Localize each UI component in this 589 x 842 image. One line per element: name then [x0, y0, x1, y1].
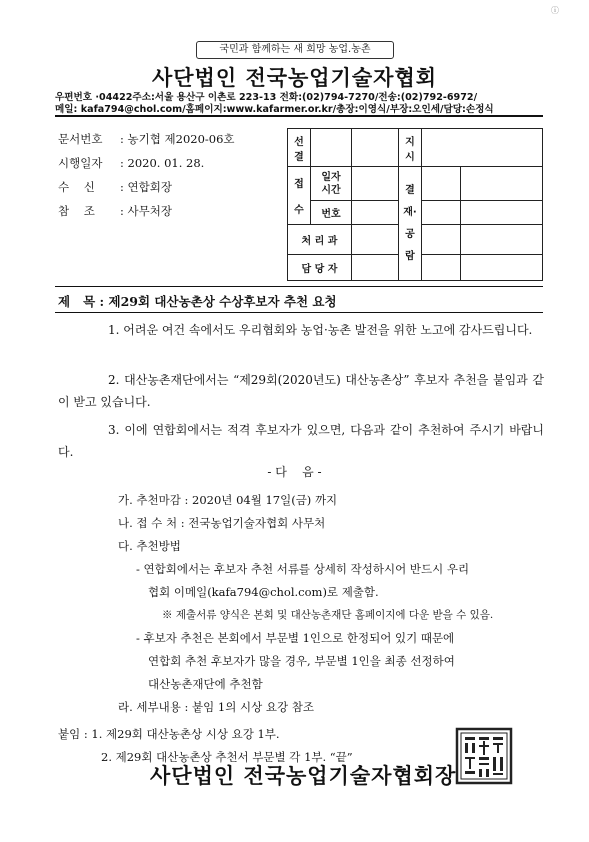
- approval-blank-2: [352, 129, 399, 167]
- official-seal: [455, 727, 513, 785]
- item-method: 다. 추천방법: [118, 539, 181, 553]
- attachment-1: 붙임 : 1. 제29회 대산농촌상 시상 요강 1부.: [58, 727, 280, 741]
- approval-number-label: 번호: [311, 201, 352, 225]
- approval-blank-8: [422, 225, 461, 255]
- reference: [58, 203, 172, 219]
- method-line-2: 협회 이메일(kafa794@chol.com)로 제출함.: [148, 585, 379, 599]
- approval-seongyeol-cell: 선 결: [288, 129, 311, 167]
- subject-bottom-rule: [55, 312, 543, 313]
- method-line-3: - 후보자 추천은 본회에서 부문별 1인으로 한정되어 있기 때문에: [136, 631, 455, 645]
- paragraph-1: 1. 어려운 여건 속에서도 우리협회와 농업·농촌 발전을 위한 노고에 감사드립니다.: [108, 323, 533, 337]
- approval-table: [287, 128, 543, 281]
- approval-blank-5: [461, 167, 543, 201]
- approval-blank-7: [461, 201, 543, 225]
- contact-line-address: 우편번호 ·04422주소:서울 용산구 이촌로 223-13 전화:(02)794-7270/전송:(02)792-6972/: [55, 92, 478, 103]
- approval-blank-10: [422, 255, 461, 281]
- method-note: ※ 제출서류 양식은 본회 및 대산농촌재단 홈페이지에 다운 받을 수 있음.: [162, 609, 494, 621]
- issue-date: [58, 155, 204, 171]
- method-line-1: - 연합회에서는 후보자 추천 서류를 상세히 작성하시어 반드시 우리: [136, 562, 470, 576]
- approval-person-value: [352, 255, 399, 281]
- approval-blank-9: [461, 225, 543, 255]
- approval-blank-1: [311, 129, 352, 167]
- subject: 제 목 : 제29회 대산농촌상 수상후보자 추천 요청: [58, 294, 337, 309]
- method-line-5: 대산농촌재단에 추천함: [148, 677, 263, 691]
- recipient: [58, 179, 172, 195]
- paragraph-3: 3. 이에 연합회에서는 적격 후보자가 있으면, 다음과 같이 추천하여 주시기 바랍니다.: [58, 423, 544, 459]
- attachment-2: 2. 제29회 대산농촌상 추천서 부문별 각 1부. “끝”: [101, 750, 353, 764]
- contact-line-email: 메일: kafa794@chol.com/홈페이지:www.kafarmer.or.kr/총장:이영식/부장:오인세/담당:손정식: [55, 104, 494, 115]
- approval-jisi-cell: 지 시: [399, 129, 422, 167]
- approval-gyeoljae-cell: 결 재· 공 람: [399, 167, 422, 281]
- reference-label: 참 조: [58, 204, 95, 218]
- da-eum-heading: - 다 음 -: [267, 465, 322, 479]
- item-deadline: 가. 추천마감 : 2020년 04월 17일(금) 까지: [118, 493, 338, 507]
- doc-number: [58, 131, 235, 147]
- approval-dept-value: [352, 225, 399, 255]
- header-divider: [55, 115, 543, 117]
- approval-dept-label: 처 리 과: [288, 225, 352, 255]
- method-line-4: 연합회 추천 후보자가 많을 경우, 부문별 1인을 최종 선정하여: [148, 654, 455, 668]
- item-reception: 나. 접 수 처 : 전국농업기술자협회 사무처: [118, 516, 326, 530]
- approval-blank-6: [422, 201, 461, 225]
- issuer-name: 사단법인 전국농업기술자협회장: [150, 764, 457, 788]
- approval-number-value: [352, 201, 399, 225]
- reference-value: : 사무처장: [120, 204, 172, 218]
- doc-number-value: : 농기협 제2020-06호: [120, 132, 235, 146]
- approval-datetime-value: [352, 167, 399, 201]
- corner-mark: ⓘ: [551, 6, 559, 15]
- item-details: 라. 세부내용 : 붙임 1의 시상 요강 참조: [118, 700, 314, 714]
- organization-title: 사단법인 전국농업기술자협회: [151, 66, 438, 90]
- paragraph-2: 2. 대산농촌재단에서는 “제29회(2020년도) 대산농촌상” 후보자 추천을 붙임과 같이 받고 있습니다.: [58, 373, 544, 409]
- recipient-label: 수 신: [58, 180, 95, 194]
- approval-datetime-label: 일자 시간: [311, 167, 352, 201]
- issue-date-label: 시행일자: [58, 156, 103, 170]
- slogan: 국민과 함께하는 새 희망 농업.농촌: [196, 41, 394, 59]
- approval-person-label: 담 당 자: [288, 255, 352, 281]
- subject-top-rule: [55, 286, 543, 287]
- doc-number-label: 문서번호: [58, 132, 103, 146]
- recipient-value: : 연합회장: [120, 180, 172, 194]
- approval-blank-11: [461, 255, 543, 281]
- issue-date-value: : 2020. 01. 28.: [120, 156, 205, 170]
- approval-blank-3: [422, 129, 543, 167]
- approval-jeopsu-cell: 접 수: [288, 167, 311, 225]
- approval-blank-4: [422, 167, 461, 201]
